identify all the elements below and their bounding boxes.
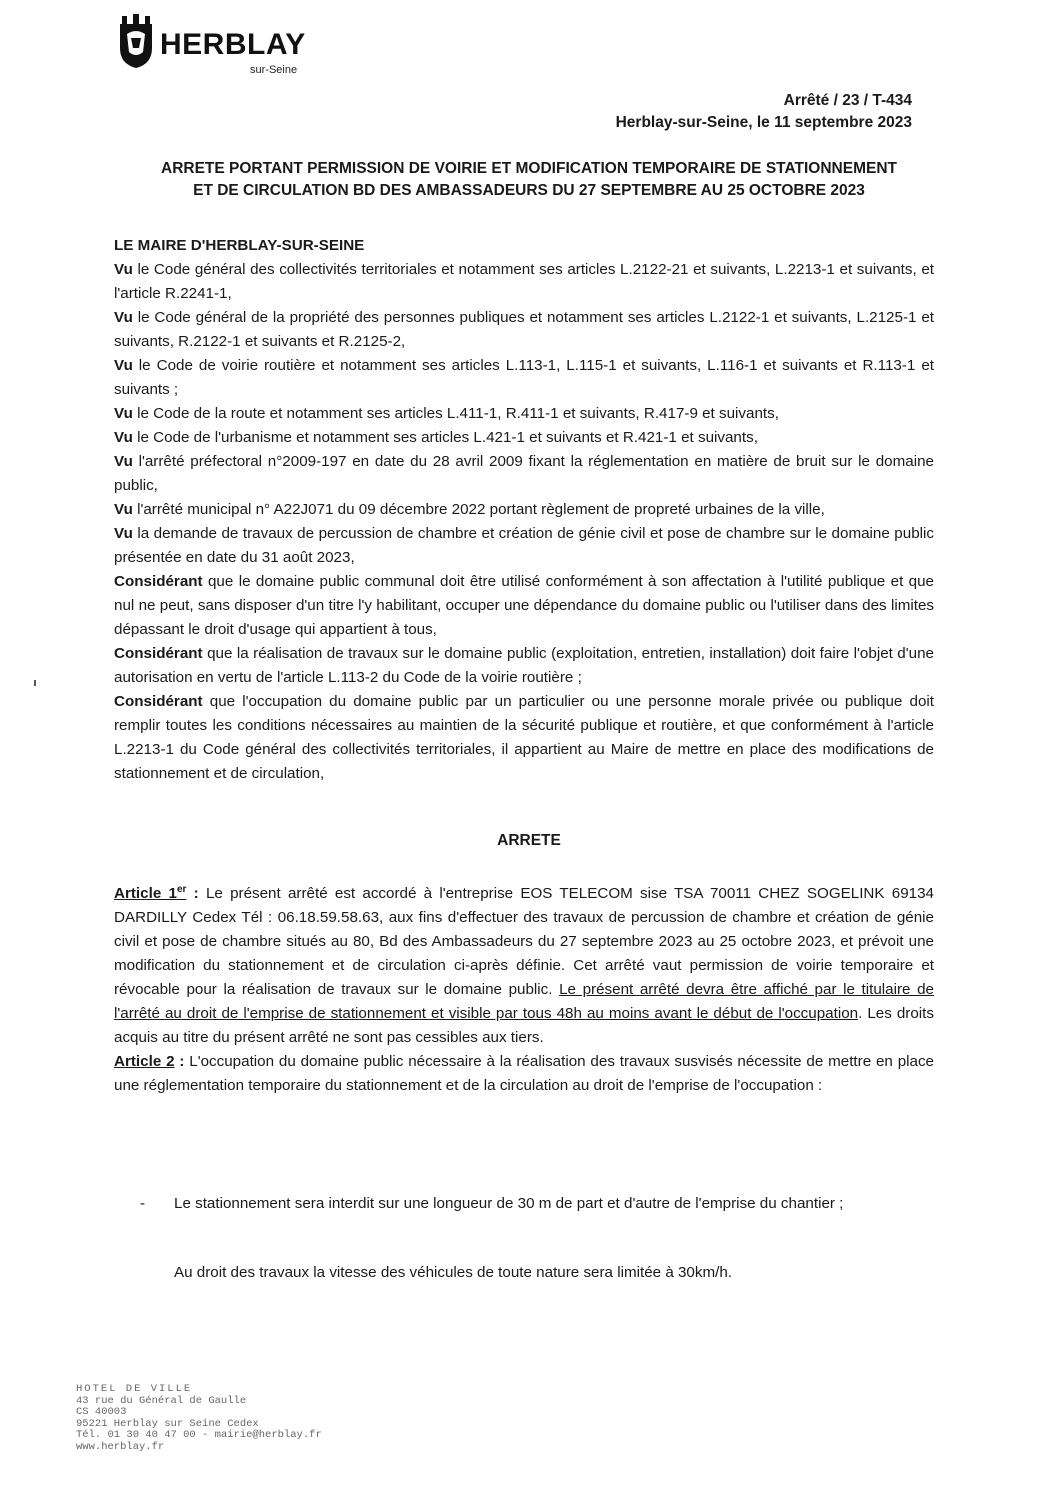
consideration-paragraph — [114, 354, 934, 402]
article-1-display-notice: Le présent arrêté devra être affiché par le titulaire de l'arrêté au droit de l'emprise de stationnement et visible par tous 48h au moins avant le début de l'occupation — [114, 981, 934, 1023]
articles — [114, 878, 934, 1098]
consideration-paragraph — [114, 426, 934, 450]
consideration-paragraph — [114, 690, 934, 786]
mayor-heading: LE MAIRE D'HERBLAY-SUR-SEINE — [114, 237, 365, 254]
consideration-lead: Vu — [114, 525, 133, 542]
consideration-text: l'arrêté municipal n° A22J071 du 09 décembre 2022 portant règlement de propreté urbaines de la ville, — [132, 501, 825, 518]
consideration-text: le Code de voirie routière et notamment ses articles L.113-1, L.115-1 et suivants, L.116-1 et suivants et R.113-1 et suivants ; — [114, 357, 934, 398]
consideration-paragraph — [114, 258, 934, 306]
preamble — [114, 234, 934, 786]
decree-reference: Arrêté / 23 / T-434 — [783, 92, 912, 109]
consideration-text: l'arrêté préfectoral n°2009-197 en date du 28 avril 2009 fixant la réglementation en matière de bruit sur le domaine public, — [114, 453, 934, 494]
footer-line: Tél. 01 30 40 47 00 - mairie@herblay.fr — [76, 1429, 322, 1441]
article-2-colon: : — [174, 1053, 185, 1071]
consideration-text: le Code de l'urbanisme et notamment ses articles L.421-1 et suivants et R.421-1 et suivants, — [132, 429, 758, 446]
footer-line: 43 rue du Général de Gaulle — [76, 1394, 247, 1407]
article-2-text: L'occupation du domaine public nécessaire à la réalisation des travaux susvisés nécessite de mettre en place une réglementation temporaire du stationnement et de la circulation au droit de l'emprise de l'occupation : — [114, 1053, 935, 1095]
article-2 — [114, 1050, 934, 1098]
article-1-colon: : — [186, 885, 199, 903]
article-2-label: Article 2 — [114, 1053, 175, 1071]
footer-line: HOTEL DE VILLE — [76, 1383, 193, 1395]
consideration-paragraph — [114, 402, 934, 426]
footer-line: 95221 Herblay sur Seine Cedex — [76, 1417, 259, 1430]
consideration-text: le Code général de la propriété des personnes publiques et notamment ses articles L.2122-1 et suivants, L.2125-1 et suivants, R.2122-1 et suivants et R.2125-2, — [114, 309, 934, 350]
consideration-text: le Code général des collectivités territoriales et notamment ses articles L.2122-21 et suivants, L.2213-1 et suivants, et l'article R.2241-1, — [114, 261, 934, 302]
consideration-lead: Vu — [114, 501, 133, 518]
bullet-dash: - — [140, 1195, 146, 1212]
consideration-lead: Considérant — [114, 693, 203, 710]
consideration-text: que la réalisation de travaux sur le domaine public (exploitation, entretien, installation) doit faire l'objet d'une autorisation en vertu de l'article L.113-2 du Code de la voirie routière ; — [114, 645, 934, 686]
consideration-lead: Considérant — [114, 645, 203, 662]
bullet-item — [140, 1185, 934, 1223]
article-1-text-end: . Les droits acquis au titre du présent arrêté ne sont pas cessibles aux tiers. — [114, 1005, 934, 1047]
consideration-paragraph — [114, 522, 934, 570]
consideration-paragraph — [114, 306, 934, 354]
consideration-lead: Vu — [114, 357, 133, 374]
bullet-text: Le stationnement sera interdit sur une longueur de 30 m de part et d'autre de l'emprise du chantier ; — [174, 1195, 844, 1212]
footer-line: www.herblay.fr — [76, 1440, 165, 1453]
consideration-lead: Vu — [114, 429, 133, 446]
herblay-logo — [102, 10, 322, 80]
consideration-paragraph — [114, 642, 934, 690]
title-line-1: ARRETE PORTANT PERMISSION DE VOIRIE ET MODIFICATION TEMPORAIRE DE STATIONNEMENT — [161, 160, 897, 177]
consideration-paragraph — [114, 450, 934, 498]
consideration-text: la demande de travaux de percussion de chambre et création de génie civil et pose de chambre sur le domaine public présentée en date du 31 août 2023, — [114, 525, 934, 566]
footer-address — [76, 1384, 322, 1453]
margin-mark — [34, 680, 36, 686]
city-crest-icon — [116, 14, 156, 70]
consideration-text: que l'occupation du domaine public par un particulier ou une personne morale privée ou publique doit remplir toutes les conditions nécessaires au maintien de la sécurité publique et routière, et que conformément à l'article L.2213-1 du Code général des collectivités territoriales, il appartient au Maire de mettre en place des modifications de stationnement et de circulation, — [114, 693, 934, 782]
consideration-lead: Vu — [114, 261, 133, 278]
consideration-lead: Vu — [114, 453, 133, 470]
consideration-text: le Code de la route et notamment ses articles L.411-1, R.411-1 et suivants, R.417-9 et suivants, — [132, 405, 779, 422]
article-1-label: Article 1er — [114, 884, 187, 903]
logo-wordmark: HERBLAY — [160, 28, 306, 61]
logo-subtitle: sur-Seine — [250, 64, 298, 76]
title-line-2: ET DE CIRCULATION BD DES AMBASSADEURS DU 27 SEPTEMBRE AU 25 OCTOBRE 2023 — [193, 182, 865, 199]
considerations-list — [114, 258, 934, 786]
consideration-paragraph — [114, 498, 934, 522]
speed-limit-text: Au droit des travaux la vitesse des véhicules de toute nature sera limitée à 30km/h. — [174, 1264, 733, 1281]
footer-line: CS 40003 — [76, 1406, 127, 1418]
article-1-text: Le présent arrêté est accordé à l'entreprise EOS TELECOM sise TSA 70011 CHEZ SOGELINK 69134 DARDILLY Cedex Tél : 06.18.59.58.63, aux fins d'effectuer des travaux de percussion de chambre et création de génie civil et pose de chambre situés au 80, Bd des Ambassadeurs du 27 septembre 2023 au 25 octobre 2023, et prévoit une modification du stationnement et de circulation ci-après définie. Cet arrêté vaut permission de voirie temporaire et révocable pour la réalisation de travaux sur le domaine public. — [114, 885, 934, 999]
consideration-lead: Vu — [114, 309, 133, 326]
place-date: Herblay-sur-Seine, le 11 septembre 2023 — [615, 114, 912, 131]
consideration-paragraph — [114, 570, 934, 642]
document-title — [110, 158, 948, 202]
consideration-text: que le domaine public communal doit être utilisé conformément à son affectation à l'utilité publique et que nul ne peut, sans disposer d'un titre l'y habilitant, occuper une dépendance du domaine public ou l'utiliser dans des limites dépassant le droit d'usage qui appartient à tous, — [114, 573, 934, 638]
article-1 — [114, 878, 934, 1050]
consideration-lead: Vu — [114, 405, 133, 422]
arrete-heading: ARRETE — [497, 832, 561, 849]
consideration-lead: Considérant — [114, 573, 203, 590]
